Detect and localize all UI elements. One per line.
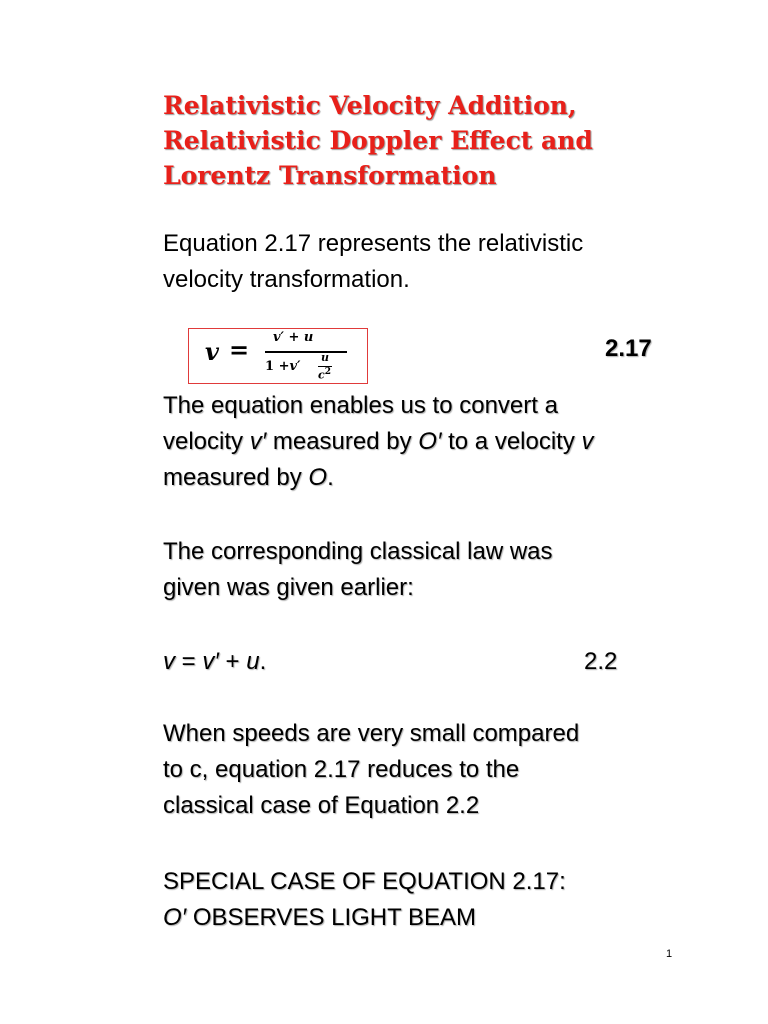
equation-2-17-box: [188, 328, 368, 384]
equation-denominator: [265, 359, 300, 374]
equation-2-2-expression: [163, 644, 703, 680]
convert-line-3-text-a: measured by: [163, 464, 309, 491]
convert-line-1: [163, 388, 703, 424]
equation-2-2: [163, 644, 703, 680]
eq22-equals: =: [175, 648, 203, 675]
var-v-prime: v′: [249, 428, 267, 455]
special-case-line-2: [163, 900, 703, 936]
equation-numerator: v′ + u: [273, 330, 314, 345]
fraction-bar: [265, 351, 347, 353]
reduce-paragraph: [163, 716, 703, 824]
intro-paragraph: [163, 226, 703, 298]
title-line-3: Lorentz Transformation: [163, 161, 497, 190]
special-case-line-2-text: OBSERVES LIGHT BEAM: [186, 904, 477, 931]
inner-denominator: [318, 367, 331, 382]
special-case-heading: [163, 864, 703, 936]
special-o-prime: O′: [163, 904, 187, 931]
reduce-line-2: to c, equation 2.17 reduces to the: [163, 756, 520, 783]
var-o-prime: O′: [418, 428, 442, 455]
convert-line-1-text: The equation enables us to convert a: [163, 392, 558, 419]
denominator-variable: v′: [289, 359, 301, 374]
eq22-plus: +: [218, 648, 247, 675]
convert-line-2: [163, 424, 703, 460]
slide-title: [163, 88, 723, 193]
equation-2-2-label: 2.2: [584, 648, 618, 675]
classical-line-2: given was given earlier:: [163, 574, 414, 601]
convert-line-2-text-a: velocity: [163, 428, 250, 455]
inner-numerator: u: [321, 351, 329, 364]
title-line-2: Relativistic Doppler Effect and: [163, 126, 593, 155]
eq22-u: u: [246, 648, 260, 675]
equation-equals: =: [229, 335, 250, 364]
classical-paragraph: [163, 534, 703, 606]
reduce-line-3: classical case of Equation 2.2: [163, 792, 480, 819]
eq22-dot: .: [259, 648, 267, 675]
convert-line-2-text-b: measured by: [266, 428, 419, 455]
title-line-1: Relativistic Velocity Addition,: [163, 91, 577, 120]
var-v: v: [581, 428, 594, 455]
page-number: 1: [666, 948, 673, 960]
special-case-line-1: SPECIAL CASE OF EQUATION 2.17:: [163, 868, 566, 895]
inner-denominator-base: c: [318, 368, 325, 382]
eq22-v: v: [163, 648, 175, 675]
convert-line-3-text-b: .: [327, 464, 334, 491]
inner-denominator-exponent: 2: [324, 367, 331, 377]
convert-line-2-text-c: to a velocity: [441, 428, 582, 455]
convert-line-3: [163, 460, 703, 496]
equation-2-17-label: 2.17: [605, 335, 652, 362]
intro-line-2: velocity transformation.: [163, 266, 410, 293]
var-o: O: [308, 464, 328, 491]
convert-paragraph: [163, 388, 703, 496]
reduce-line-1: When speeds are very small compared: [163, 720, 580, 747]
denominator-prefix: 1 +: [265, 359, 290, 374]
eq22-v-prime: v′: [202, 648, 219, 675]
intro-line-1: Equation 2.17 represents the relativistic: [163, 230, 584, 257]
classical-line-1: The corresponding classical law was: [163, 538, 553, 565]
equation-lhs: v: [205, 337, 219, 366]
